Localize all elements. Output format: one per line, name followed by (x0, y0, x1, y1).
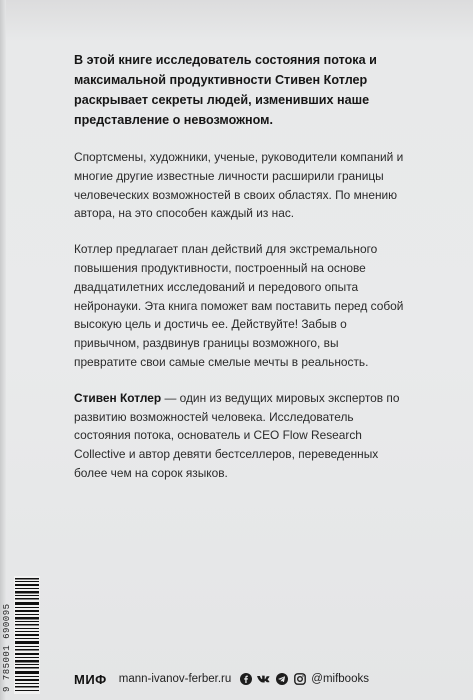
publisher-logo: МИФ (74, 671, 107, 687)
publisher-footer (74, 669, 404, 689)
social-icons (239, 673, 306, 686)
facebook-icon[interactable] (239, 673, 252, 686)
lead-paragraph: В этой книге исследователь состояния потока и максимальной продуктивности Стивен Котлер раскрывает секреты людей, изменивших наше представление о невозможном. (74, 53, 377, 127)
telegram-icon[interactable] (275, 673, 288, 686)
author-bio-text: — один из ведущих мировых экспертов по развитию возможностей человека. Исследователь состояния потока, основатель и CEO Flow Research Collective и автор девяти бестселлеров, переведенных более чем на сорок языков. (74, 390, 400, 480)
author-name: Стивен Котлер (74, 390, 162, 405)
paragraph-1: Спортсмены, художники, ученые, руководители компаний и многие другие известные личности расширили границы человеческих возможностей в своих областях. По мнению автора, на это способен каждый из нас. (74, 150, 404, 221)
isbn-digits: 9 785001 690095 (2, 603, 12, 692)
barcode (14, 576, 40, 694)
author-bio (74, 389, 404, 483)
cover-text (74, 50, 404, 500)
paragraph-2: Котлер предлагает план действий для экстремального повышения продуктивности, построенный на основе двадцатилетних исследований и передового опыта нейронауки. Эта книга поможет вам поставить перед собой высокую цель и достичь ее. Действуйте! Забыв о привычном, раздвинув границы возможного, вы превратите свои самые смелые мечты в реальность. (74, 242, 404, 369)
vk-icon[interactable] (257, 673, 270, 686)
social-handle[interactable]: @mifbooks (311, 673, 369, 685)
publisher-website[interactable]: mann-ivanov-ferber.ru (118, 673, 232, 685)
instagram-icon[interactable] (293, 673, 306, 686)
